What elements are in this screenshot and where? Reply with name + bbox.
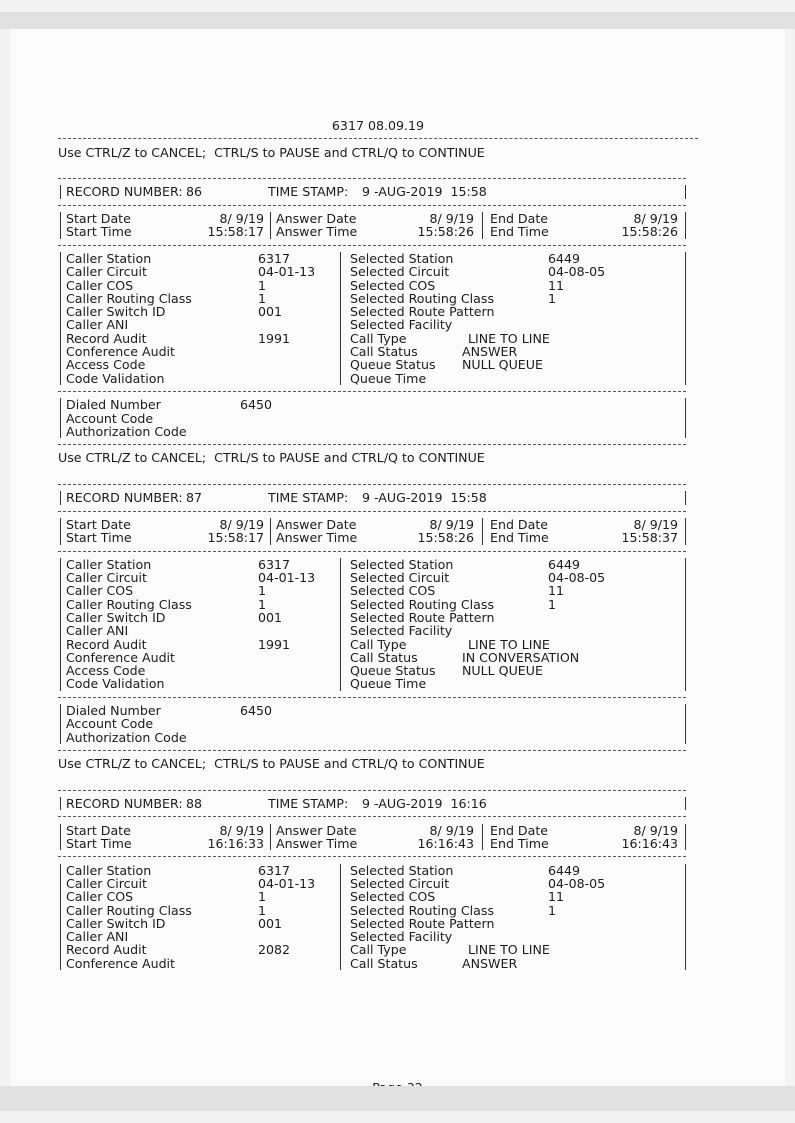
- date-row: Start Date 8/ 9/19 Answer Date 8/ 9/19 End Date 8/ 9/19: [58, 824, 698, 837]
- time-stamp: 9 -AUG-2019 15:58: [362, 184, 487, 200]
- scan-top-band: [0, 12, 795, 29]
- scan-bottom-band: [0, 1086, 795, 1111]
- dialed-number: 6450: [240, 397, 273, 413]
- time-row: Start Time 15:58:17 Answer Time 15:58:26 End Time 15:58:26: [58, 225, 698, 238]
- ctrl-instructions: Use CTRL/Z to CANCEL; CTRL/S to PAUSE and CTRL/Q to CONTINUE: [58, 756, 485, 772]
- record-number: 86: [186, 184, 203, 200]
- time-row: Start Time 15:58:17 Answer Time 15:58:26 End Time 15:58:37: [58, 531, 698, 544]
- cdr-printout: [58, 119, 698, 970]
- time-stamp: 9 -AUG-2019 16:16: [362, 796, 487, 812]
- record-number: 87: [186, 490, 203, 506]
- record-header: RECORD NUMBER: 86 TIME STAMP: 9 -AUG-2019 15:58: [58, 185, 698, 198]
- date-row: Start Date 8/ 9/19 Answer Date 8/ 9/19 End Date 8/ 9/19: [58, 518, 698, 531]
- record-number: 88: [186, 796, 203, 812]
- ctrl-instructions: Use CTRL/Z to CANCEL; CTRL/S to PAUSE and CTRL/Q to CONTINUE: [58, 450, 485, 466]
- page-header: [58, 119, 698, 132]
- header-title: 6317 08.09.19: [331, 118, 425, 133]
- record-block: RECORD NUMBER: 86 TIME STAMP: 9 -AUG-2019 15:58 Start Date 8/ 9/19 Answer Date 8/ 9/19 End Date 8/ 9/19 Start Time 15:58:17 Answer Time 15:58:26 End Time 15:58:26 Caller Station 6317 Selected Station 6449 Caller Circuit 04-01-13 Selected Circuit 04-08-05 Caller COS 1 Selected COS 11 Caller Routing Class 1 Selected Routing Class 1 Caller Switch ID 001 Selected Route Pattern Caller ANI Selected Facility Record Audit 1991 Call Type LINE TO LINE Conference Audit Call Status ANSWER Access Code Queue Status NULL QUEUE Code Validation Queue Time Dialed Number 6450 Account Code Authorization Code: [58, 172, 698, 451]
- time-stamp: 9 -AUG-2019 15:58: [362, 490, 487, 506]
- record-header: RECORD NUMBER: 88 TIME STAMP: 9 -AUG-2019 16:16: [58, 797, 698, 810]
- dialed-number: 6450: [240, 703, 273, 719]
- record-block: RECORD NUMBER: 87 TIME STAMP: 9 -AUG-2019 15:58 Start Date 8/ 9/19 Answer Date 8/ 9/19 End Date 8/ 9/19 Start Time 15:58:17 Answer Time 15:58:26 End Time 15:58:37 Caller Station 6317 Selected Station 6449 Caller Circuit 04-01-13 Selected Circuit 04-08-05 Caller COS 1 Selected COS 11 Caller Routing Class 1 Selected Routing Class 1 Caller Switch ID 001 Selected Route Pattern Caller ANI Selected Facility Record Audit 1991 Call Type LINE TO LINE Conference Audit Call Status IN CONVERSATION Access Code Queue Status NULL QUEUE Code Validation Queue Time Dialed Number 6450 Account Code Authorization Code: [58, 478, 698, 757]
- record-block: RECORD NUMBER: 88 TIME STAMP: 9 -AUG-2019 16:16 Start Date 8/ 9/19 Answer Date 8/ 9/19 End Date 8/ 9/19 Start Time 16:16:33 Answer Time 16:16:43 End Time 16:16:43 Caller Station 6317 Selected Station 6449 Caller Circuit 04-01-13 Selected Circuit 04-08-05 Caller COS 1 Selected COS 11 Caller Routing Class 1 Selected Routing Class 1 Caller Switch ID 001 Selected Route Pattern Caller ANI Selected Facility Record Audit 2082 Call Type LINE TO LINE Conference Audit Call Status ANSWER: [58, 784, 698, 970]
- time-row: Start Time 16:16:33 Answer Time 16:16:43 End Time 16:16:43: [58, 837, 698, 850]
- date-row: Start Date 8/ 9/19 Answer Date 8/ 9/19 End Date 8/ 9/19: [58, 212, 698, 225]
- record-header: RECORD NUMBER: 87 TIME STAMP: 9 -AUG-2019 15:58: [58, 491, 698, 504]
- ctrl-instructions: Use CTRL/Z to CANCEL; CTRL/S to PAUSE and CTRL/Q to CONTINUE: [58, 144, 485, 160]
